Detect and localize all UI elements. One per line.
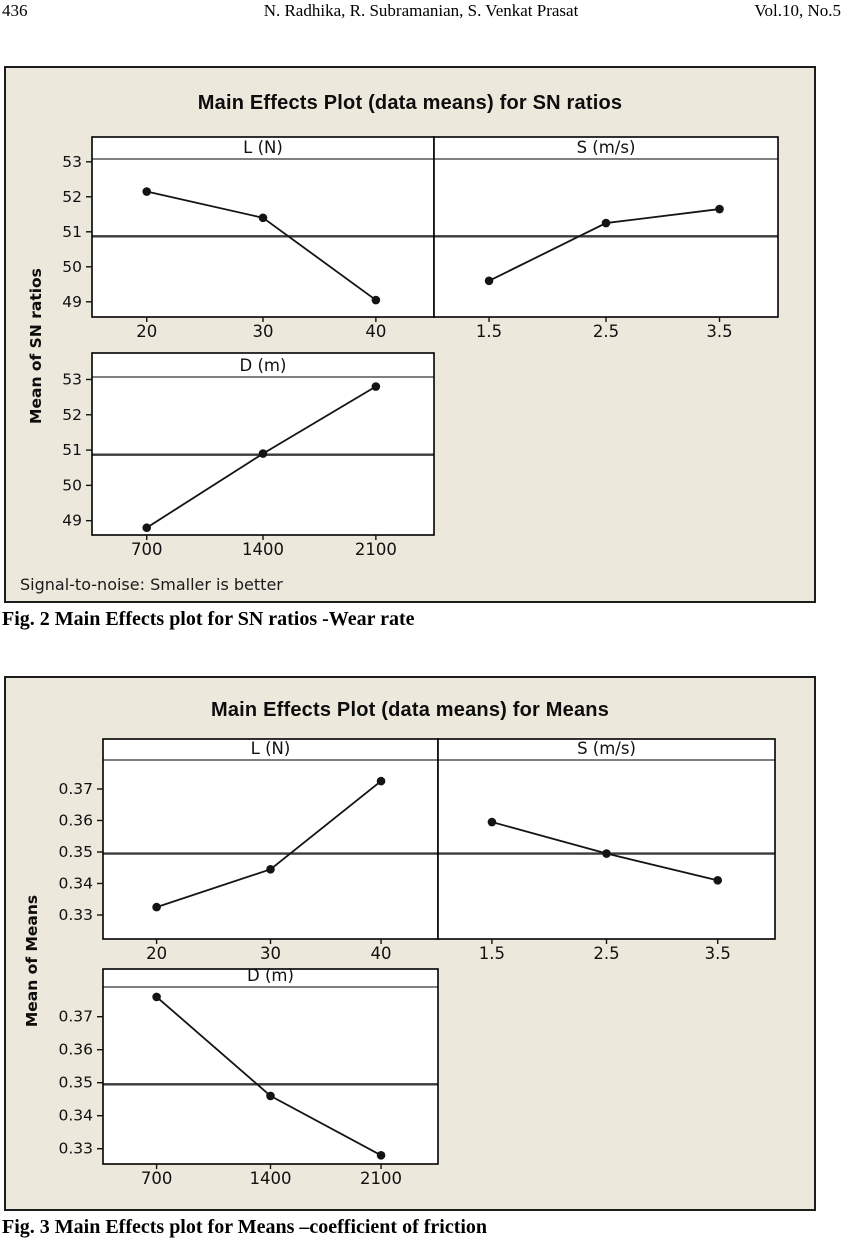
panel-header-label: D (m) (247, 966, 294, 985)
figure-2-footnote: Signal-to-noise: Smaller is better (20, 575, 283, 594)
x-tick-label: 40 (370, 944, 392, 963)
y-tick-label: 0.36 (58, 811, 93, 830)
x-tick-label: 3.5 (706, 322, 733, 341)
y-tick-label: 51 (62, 441, 82, 460)
y-tick-label: 49 (62, 511, 82, 530)
y-tick-label: 52 (62, 187, 82, 206)
volume-issue: Vol.10, No.5 (754, 1, 841, 20)
data-point (266, 1092, 275, 1101)
figure-3-chart (6, 678, 818, 1213)
data-point (377, 777, 386, 786)
data-point (142, 187, 151, 196)
panel-d-m- (58, 966, 438, 1188)
data-point (488, 818, 497, 827)
y-tick-label: 0.33 (58, 1139, 93, 1158)
x-tick-label: 2100 (354, 540, 397, 559)
y-tick-label: 52 (62, 405, 82, 424)
y-tick-label: 51 (62, 222, 82, 241)
x-tick-label: 40 (365, 322, 387, 341)
x-tick-label: 2100 (360, 1169, 403, 1188)
data-point (377, 1151, 386, 1160)
y-tick-label: 50 (62, 476, 82, 495)
page-header (0, 0, 842, 24)
data-point (485, 277, 494, 286)
data-point (259, 449, 268, 458)
panel-d-m- (62, 353, 434, 559)
panel-header-label: D (m) (239, 356, 287, 375)
data-point (602, 219, 611, 228)
x-tick-label: 1400 (249, 1169, 292, 1188)
y-tick-label: 0.37 (58, 779, 93, 798)
data-point (602, 849, 611, 858)
figure-3-caption: Fig. 3 Main Effects plot for Means –coefficient of friction (2, 1216, 488, 1238)
data-point (266, 865, 275, 874)
page-number: 436 (2, 1, 28, 20)
panel-s-m-s- (438, 739, 775, 963)
figure-2-box (4, 66, 816, 603)
y-tick-label: 0.33 (58, 905, 93, 924)
y-tick-label: 0.34 (58, 1106, 93, 1125)
y-tick-label: 53 (62, 152, 82, 171)
panel-header-label: L (N) (250, 739, 291, 758)
panel-l-n- (62, 137, 434, 341)
data-point (715, 205, 724, 214)
x-tick-label: 30 (252, 322, 274, 341)
data-point (152, 903, 161, 912)
data-point (713, 876, 722, 885)
authors-running-head: N. Radhika, R. Subramanian, S. Venkat Prasat (263, 1, 579, 20)
panel-header-label: L (N) (243, 138, 283, 157)
figure-3-y-axis-label: Mean of Means (23, 894, 41, 1028)
y-tick-label: 53 (62, 370, 82, 389)
panel-background (92, 137, 434, 317)
x-tick-label: 20 (136, 322, 158, 341)
figure-2-y-axis-label: Mean of SN ratios (27, 268, 45, 424)
x-tick-label: 30 (260, 944, 281, 963)
figure-2-title: Main Effects Plot (data means) for SN ratios (197, 92, 623, 114)
x-tick-label: 3.5 (704, 944, 731, 963)
panel-header-label: S (m/s) (577, 739, 636, 758)
figure-2-chart (6, 68, 818, 605)
data-point (259, 214, 268, 223)
y-tick-label: 0.35 (58, 842, 93, 861)
y-tick-label: 0.36 (58, 1040, 93, 1059)
y-tick-label: 0.35 (58, 1073, 93, 1092)
panel-l-n- (58, 739, 438, 963)
data-point (372, 296, 381, 305)
data-point (152, 993, 161, 1002)
x-tick-label: 700 (130, 540, 163, 559)
x-tick-label: 1.5 (475, 322, 503, 341)
y-tick-label: 0.34 (58, 874, 93, 893)
panel-background (438, 739, 775, 939)
data-point (372, 382, 381, 391)
y-tick-label: 49 (62, 292, 82, 311)
figure-3-title: Main Effects Plot (data means) for Means (210, 699, 610, 721)
x-tick-label: 20 (146, 944, 168, 963)
x-tick-label: 2.5 (593, 944, 620, 963)
x-tick-label: 1400 (242, 540, 284, 559)
panel-background (92, 353, 434, 535)
y-tick-label: 0.37 (58, 1007, 93, 1026)
y-tick-label: 50 (62, 257, 82, 276)
panel-s-m-s- (434, 137, 778, 341)
x-tick-label: 1.5 (478, 944, 506, 963)
panel-header-label: S (m/s) (576, 138, 636, 157)
x-tick-label: 2.5 (592, 322, 620, 341)
figure-2-caption: Fig. 2 Main Effects plot for SN ratios -Wear rate (2, 608, 415, 630)
data-point (142, 523, 151, 532)
figure-3-box (4, 676, 816, 1211)
x-tick-label: 700 (140, 1169, 173, 1188)
